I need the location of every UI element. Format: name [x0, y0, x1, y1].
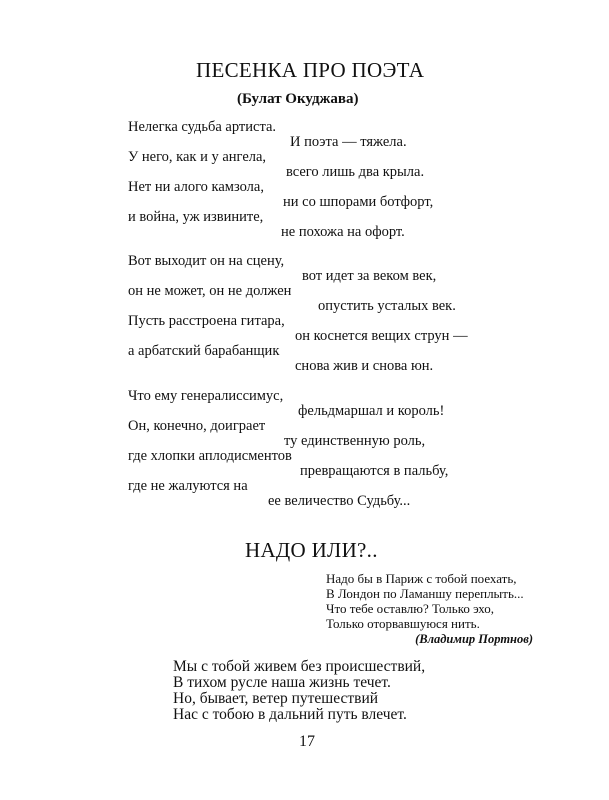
verse-line: он коснется вещих струн — — [295, 328, 468, 344]
poem-title: ПЕСЕНКА ПРО ПОЭТА — [196, 58, 425, 82]
verse-line: фельдмаршал и король! — [298, 403, 445, 419]
epigraph-line: Что тебе оставлю? Только эхо, — [326, 601, 494, 616]
verse-line: Вот выходит он на сцену, — [128, 253, 285, 269]
epigraph-author: (Владимир Портнов) — [415, 632, 533, 646]
verse-line: превращаются в пальбу, — [300, 463, 449, 479]
epigraph-line: В Лондон по Ламаншу переплыть... — [326, 586, 524, 601]
verse-line: и война, уж извините, — [128, 209, 264, 225]
verse-line: где хлопки аплодисментов — [128, 448, 292, 464]
verse-line: Нет ни алого камзола, — [128, 179, 264, 195]
verse-line: снова жив и снова юн. — [295, 358, 434, 374]
epigraph-line: Только оторвавшуюся нить. — [326, 616, 480, 631]
verse-line: Пусть расстроена гитара, — [128, 313, 285, 329]
verse-line: ее величество Судьбу... — [268, 493, 411, 509]
verse-line: В тихом русле наша жизнь течет. — [173, 674, 391, 691]
verse-line: а арбатский барабанщик — [128, 343, 280, 359]
verse-line: не похожа на офорт. — [281, 224, 405, 240]
verse-line: И поэта — тяжела. — [290, 134, 407, 150]
verse-line: ту единственную роль, — [284, 433, 426, 449]
verse-line: Что ему генералиссимус, — [128, 388, 284, 404]
verse-line: Но, бывает, ветер путешествий — [173, 690, 379, 707]
poem-2-title: НАДО ИЛИ?.. — [245, 538, 378, 562]
verse-line: Нас с тобою в дальний путь влечет. — [173, 706, 407, 723]
page-number: 17 — [299, 733, 315, 750]
verse-line: Он, конечно, доиграет — [128, 418, 266, 434]
verse-line: всего лишь два крыла. — [286, 164, 425, 180]
verse-line: Мы с тобой живем без происшествий, — [173, 658, 426, 675]
verse-line: ни со шпорами ботфорт, — [283, 194, 434, 210]
verse-line: где не жалуются на — [128, 478, 248, 494]
verse-line: вот идет за веком век, — [302, 268, 437, 284]
verse-line: Нелегка судьба артиста. — [128, 119, 277, 135]
epigraph-line: Надо бы в Париж с тобой поехать, — [326, 571, 517, 586]
poem-author: (Булат Окуджава) — [237, 91, 359, 107]
verse-line: У него, как и у ангела, — [128, 149, 267, 165]
verse-line: он не может, он не должен — [128, 283, 292, 299]
verse-line: опустить усталых век. — [318, 298, 456, 314]
